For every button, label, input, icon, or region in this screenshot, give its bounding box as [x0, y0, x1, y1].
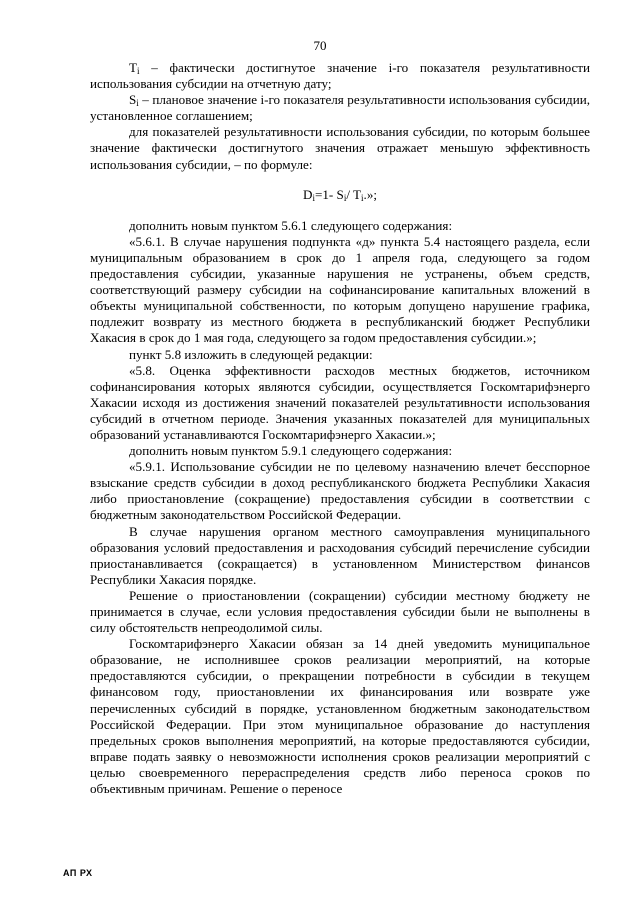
- paragraph: «5.6.1. В случае нарушения подпункта «д» пункта 5.4 настоящего раздела, если муниципальным образованием в срок до 1 апреля года, следующего за годом предоставления субсидии, указанные нарушения не устранены, объем средств, соответствующий размеру субсидии на софинансирование капитальных вложений в объекты муниципальной собственности, по которым допущено нарушение графика, подлежит возврату из местного бюджета в республиканский бюджет Республики Хакасия в срок до 1 мая года, следующего за годом предоставления субсидии.»;: [90, 233, 590, 346]
- paragraph: «5.8. Оценка эффективности расходов местных бюджетов, источником софинансирования которых являются субсидии, осуществляется Госкомтарифэнерго Хакасии исходя из достижения значений показателей результативности использования субсидий в отчетном периоде. Значения указанных показателей для муниципальных образований устанавливаются Госкомтарифэнерго Хакасии.»;: [90, 362, 590, 442]
- paragraph: В случае нарушения органом местного самоуправления муниципального образования условий предоставления и расходования субсидий перечисление субсидии приостанавливается (сокращается) в установленном Министерством финансов Республики Хакасия порядке.: [90, 523, 590, 587]
- subscript: i: [136, 98, 139, 109]
- paragraph: Решение о приостановлении (сокращении) субсидии местному бюджету не принимается в случае, если условия предоставления субсидии были не выполнены в силу обстоятельств непреодолимой силы.: [90, 587, 590, 636]
- paragraph-text: – фактически достигнутое значение i-го показателя результативности использования субсидии на отчетную дату;: [90, 60, 590, 92]
- paragraph: «5.9.1. Использование субсидии не по целевому назначению влечет бесспорное взыскание средств субсидии в доход республиканского бюджета Республики Хакасия либо приостановление (сокращение) предоставления субсидии в соответствии с бюджетным законодательством Российской Федерации.: [90, 459, 590, 523]
- paragraph-ti-definition: [90, 60, 590, 92]
- paragraph: Госкомтарифэнерго Хакасии обязан за 14 дней уведомить муниципальное образование, не исполнившее сроков реализации мероприятий, на которые предоставляются субсидии, о прекращении потребности в субсидии в текущем финансовом году, приостановлении их финансирования или возврате уже перечисленных субсидий в порядке, установленном бюджетным законодательством Российской Федерации. При этом муниципальное образование до наступления предельных сроков выполнения мероприятий, на которые предоставляются субсидии, вправе подать заявку о невозможности исполнения сроков реализации мероприятий с целью своевременного перераспределения средств либо переноса сроков по объективным причинам. Решение о переносе: [90, 636, 590, 797]
- formula-part: / T: [346, 186, 362, 202]
- paragraph: для показателей результативности использования субсидии, по которым большее значение фактически достигнутого значения отражает меньшую эффективность использования субсидии, – по формуле:: [90, 124, 590, 172]
- paragraph-text: – плановое значение i-го показателя результативности использования субсидии, установленное соглашением;: [90, 92, 590, 124]
- formula: [90, 187, 590, 203]
- subscript: i: [137, 66, 140, 76]
- paragraph-si-definition: [90, 92, 590, 124]
- formula-part: D: [302, 186, 313, 202]
- subscript: i: [361, 192, 364, 203]
- subscript: i: [312, 192, 315, 203]
- paragraph: дополнить новым пунктом 5.6.1 следующего содержания:: [129, 217, 453, 233]
- page-number: 70: [313, 38, 327, 53]
- document-body: [90, 60, 590, 797]
- formula-part: =1- S: [314, 186, 344, 202]
- formula-part: .»;: [363, 186, 378, 202]
- footer-mark: АП РХ: [63, 868, 93, 878]
- paragraph: дополнить новым пунктом 5.9.1 следующего содержания:: [129, 443, 453, 459]
- symbol-s: S: [129, 92, 137, 108]
- subscript: i: [343, 192, 347, 203]
- paragraph: пункт 5.8 изложить в следующей редакции:: [129, 346, 373, 362]
- symbol-t: T: [129, 60, 137, 75]
